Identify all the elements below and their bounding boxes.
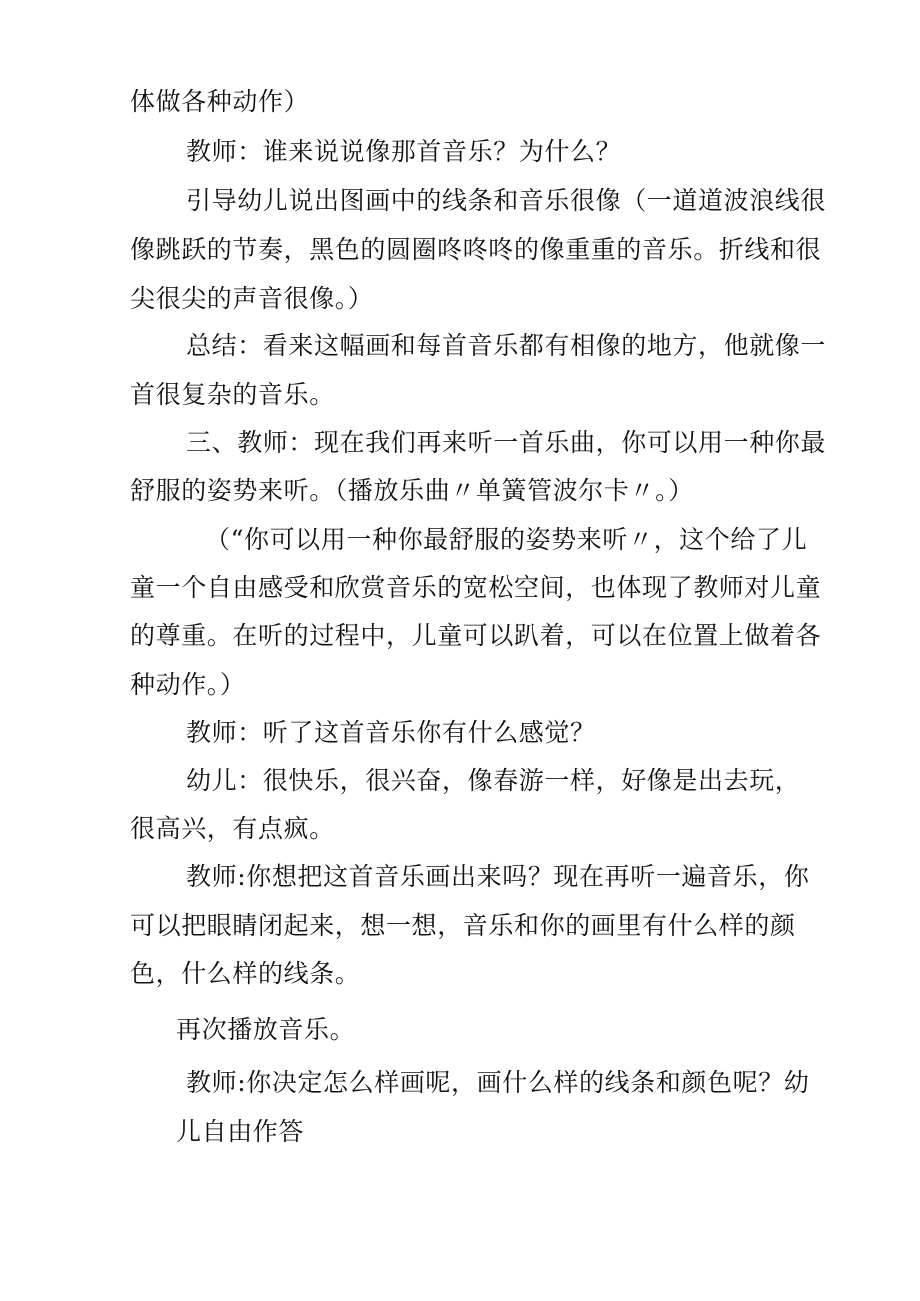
text-line-22: 儿自由作答 xyxy=(176,1117,305,1146)
text-line-20: 再次播放音乐。 xyxy=(176,1015,356,1044)
text-line-8: 三、教师：现在我们再来听一首乐曲，你可以用一种你最 xyxy=(186,428,827,457)
text-line-19: 色，什么样的线条。 xyxy=(130,959,361,988)
text-line-10: （“你可以用一种你最舒服的姿势来听〃，这个给了儿 xyxy=(205,525,808,554)
text-line-16: 很高兴，有点疯。 xyxy=(130,814,335,843)
text-line-11: 童一个自由感受和欣赏音乐的宽松空间，也体现了教师对儿童 xyxy=(130,573,822,602)
text-line-5: 尖很尖的声音很像。） xyxy=(130,284,374,313)
text-line-14: 教师：听了这首音乐你有什么感觉？ xyxy=(186,718,596,747)
text-line-13: 种动作。） xyxy=(130,670,246,699)
text-line-6: 总结：看来这幅画和每首音乐都有相像的地方，他就像一 xyxy=(186,331,827,360)
text-line-3: 引导幼儿说出图画中的线条和音乐很像（一道道波浪线很 xyxy=(186,186,827,215)
text-line-15: 幼儿：很快乐，很兴奋，像春游一样，好像是出去玩， xyxy=(186,766,801,795)
text-line-9: 舒服的姿势来听。（播放乐曲〃单簧管波尔卡〃。） xyxy=(130,476,694,505)
text-line-2: 教师：谁来说说像那首音乐？为什么？ xyxy=(186,137,622,166)
text-line-21: 教师:你决定怎么样画呢，画什么样的线条和颜色呢？幼 xyxy=(186,1068,810,1097)
text-line-7: 首很复杂的音乐。 xyxy=(130,380,335,409)
text-line-1: 体做各种动作） xyxy=(130,87,310,116)
text-line-4: 像跳跃的节奏，黑色的圆圈咚咚咚的像重重的音乐。折线和很 xyxy=(130,235,822,264)
text-line-12: 的尊重。在听的过程中，儿童可以趴着，可以在位置上做着各 xyxy=(130,621,822,650)
text-line-18: 可以把眼睛闭起来，想一想，音乐和你的画里有什么样的颜 xyxy=(130,911,796,940)
text-line-17: 教师:你想把这首音乐画出来吗？现在再听一遍音乐，你 xyxy=(186,862,810,891)
